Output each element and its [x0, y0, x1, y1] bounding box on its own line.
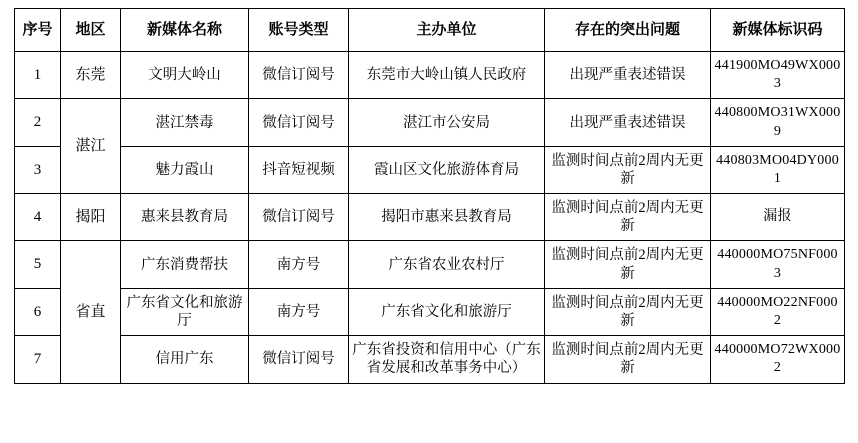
cell-organizer: 广东省农业农村厅: [349, 241, 545, 288]
cell-account-type: 抖音短视频: [249, 146, 349, 193]
cell-media-name: 信用广东: [121, 336, 249, 383]
cell-issue: 监测时间点前2周内无更新: [545, 336, 711, 383]
cell-issue: 监测时间点前2周内无更新: [545, 194, 711, 241]
cell-media-name: 广东消费帮扶: [121, 241, 249, 288]
cell-account-type: 微信订阅号: [249, 336, 349, 383]
cell-index: 2: [15, 99, 61, 146]
cell-issue: 监测时间点前2周内无更新: [545, 241, 711, 288]
cell-media-name: 文明大岭山: [121, 52, 249, 99]
cell-issue: 出现严重表述错误: [545, 99, 711, 146]
cell-region: 省直: [61, 241, 121, 383]
cell-issue: 监测时间点前2周内无更新: [545, 146, 711, 193]
cell-index: 5: [15, 241, 61, 288]
header-region: 地区: [61, 9, 121, 52]
header-media-name: 新媒体名称: [121, 9, 249, 52]
header-organizer: 主办单位: [349, 9, 545, 52]
table-header-row: [15, 9, 845, 52]
cell-media-name: 广东省文化和旅游厅: [121, 288, 249, 335]
cell-issue: 出现严重表述错误: [545, 52, 711, 99]
header-index: 序号: [15, 9, 61, 52]
header-account-type: 账号类型: [249, 9, 349, 52]
table-body: [15, 52, 845, 384]
table-row: [15, 336, 845, 383]
table-row: [15, 99, 845, 146]
cell-media-name: 湛江禁毒: [121, 99, 249, 146]
cell-account-type: 微信订阅号: [249, 194, 349, 241]
cell-region: 湛江: [61, 99, 121, 194]
table-row: [15, 146, 845, 193]
cell-organizer: 揭阳市惠来县教育局: [349, 194, 545, 241]
cell-media-code: 441900MO49WX0003: [711, 52, 845, 99]
cell-organizer: 东莞市大岭山镇人民政府: [349, 52, 545, 99]
header-issue: 存在的突出问题: [545, 9, 711, 52]
cell-media-code: 440803MO04DY0001: [711, 146, 845, 193]
cell-organizer: 霞山区文化旅游体育局: [349, 146, 545, 193]
cell-region: 揭阳: [61, 194, 121, 241]
cell-media-code: 440000MO22NF0002: [711, 288, 845, 335]
cell-media-code: 漏报: [711, 194, 845, 241]
cell-index: 3: [15, 146, 61, 193]
cell-index: 6: [15, 288, 61, 335]
cell-organizer: 广东省文化和旅游厅: [349, 288, 545, 335]
table-row: [15, 288, 845, 335]
cell-index: 7: [15, 336, 61, 383]
table-header: [15, 9, 845, 52]
cell-organizer: 广东省投资和信用中心（广东省发展和改革事务中心）: [349, 336, 545, 383]
table-row: [15, 52, 845, 99]
cell-account-type: 南方号: [249, 241, 349, 288]
cell-account-type: 南方号: [249, 288, 349, 335]
cell-index: 1: [15, 52, 61, 99]
cell-account-type: 微信订阅号: [249, 99, 349, 146]
cell-region: 东莞: [61, 52, 121, 99]
cell-media-code: 440000MO75NF0003: [711, 241, 845, 288]
cell-media-name: 惠来县教育局: [121, 194, 249, 241]
cell-media-code: 440000MO72WX0002: [711, 336, 845, 383]
header-media-code: 新媒体标识码: [711, 9, 845, 52]
cell-organizer: 湛江市公安局: [349, 99, 545, 146]
table-row: [15, 194, 845, 241]
new-media-issues-table: [14, 8, 845, 384]
table-row: [15, 241, 845, 288]
cell-account-type: 微信订阅号: [249, 52, 349, 99]
cell-media-code: 440800MO31WX0009: [711, 99, 845, 146]
cell-media-name: 魅力霞山: [121, 146, 249, 193]
cell-index: 4: [15, 194, 61, 241]
cell-issue: 监测时间点前2周内无更新: [545, 288, 711, 335]
document-page: [0, 8, 858, 443]
